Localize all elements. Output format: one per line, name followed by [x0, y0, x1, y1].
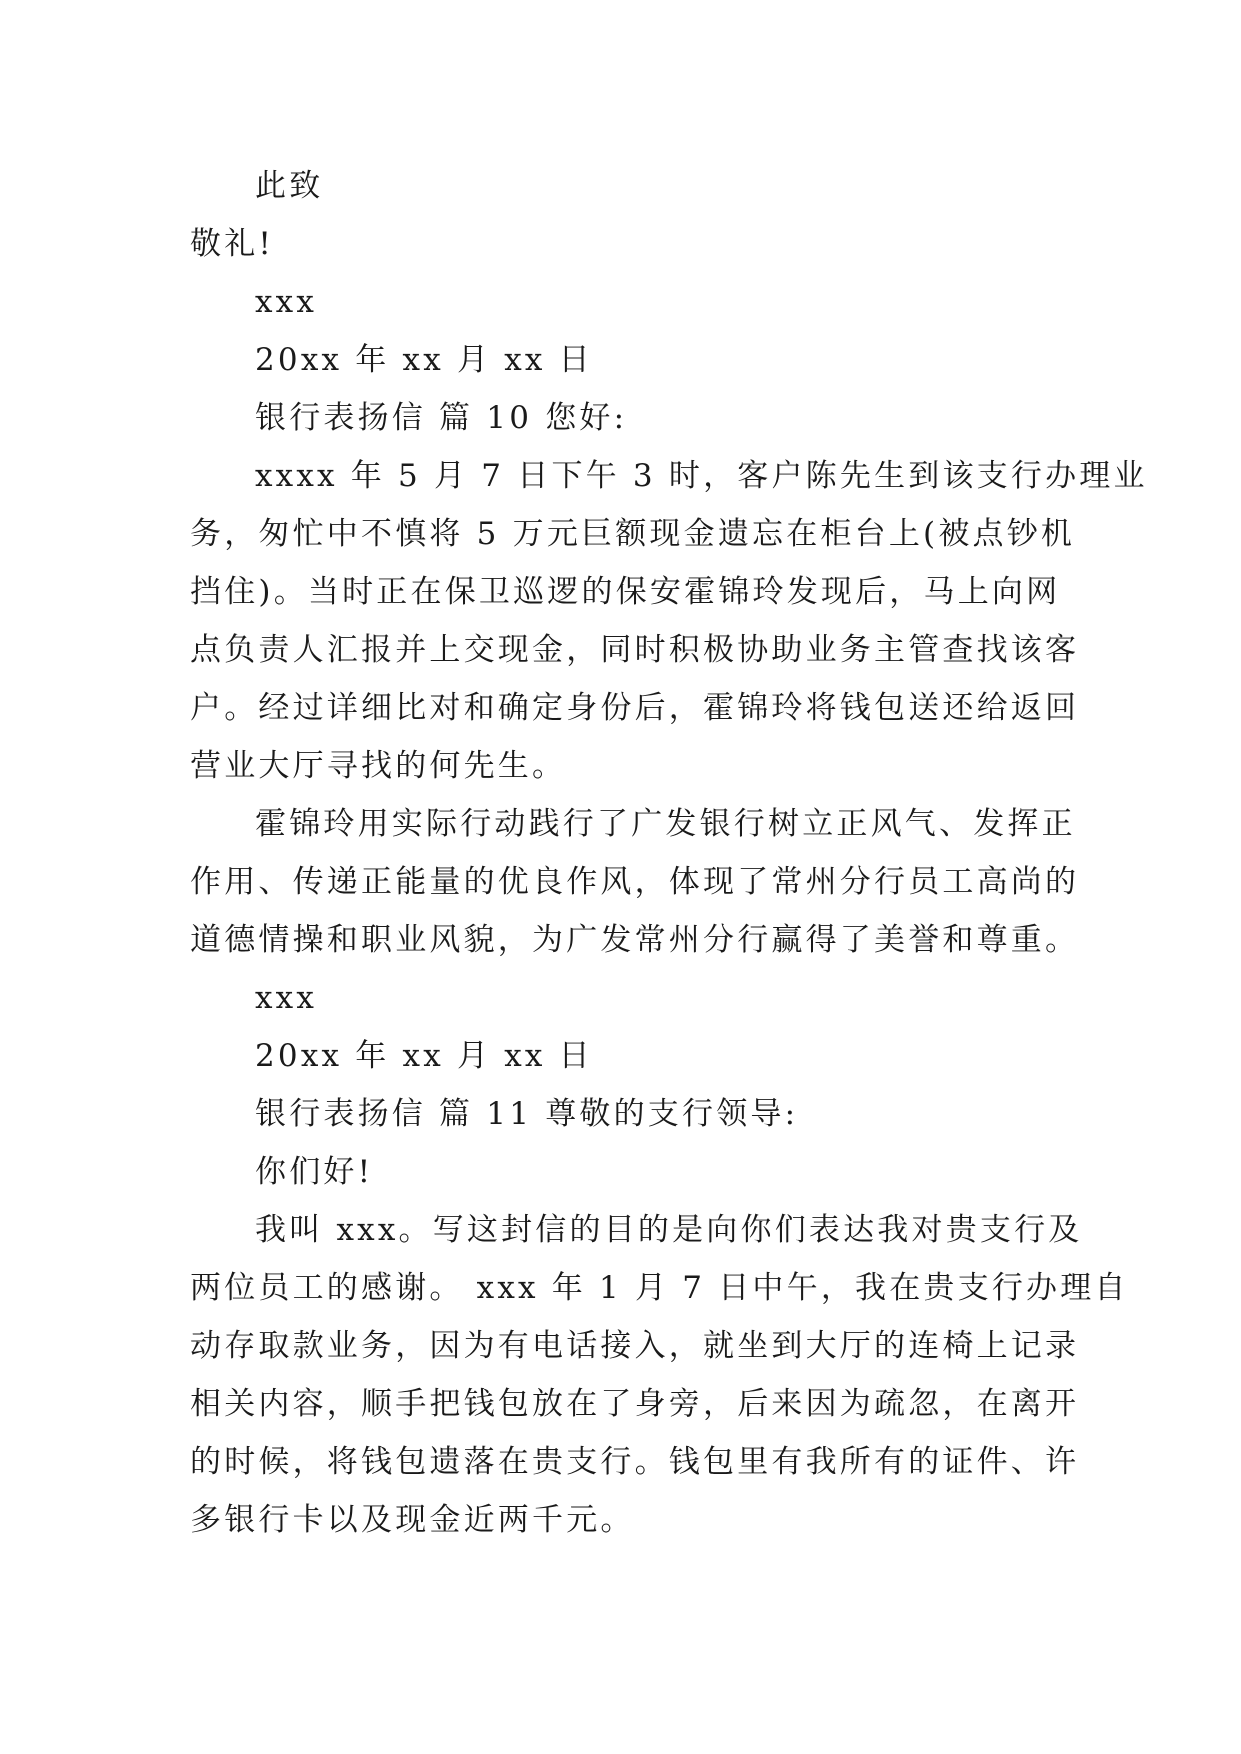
paragraph-line: 作用、传递正能量的优良作风，体现了常州分行员工高尚的: [190, 864, 1080, 900]
signature-name: xxx: [255, 284, 318, 320]
closing-salutation: 此致: [255, 168, 324, 204]
signature-date: 20xx 年 xx 月 xx 日: [255, 342, 593, 378]
paragraph-line: 务，匆忙中不慎将 5 万元巨额现金遗忘在柜台上(被点钞机: [190, 516, 1076, 552]
paragraph-line: 营业大厅寻找的何先生。: [190, 748, 567, 784]
signature-name: xxx: [255, 980, 318, 1016]
closing-respect: 敬礼!: [190, 226, 275, 262]
paragraph-line: 点负责人汇报并上交现金，同时积极协助业务主管查找该客: [190, 632, 1080, 668]
paragraph-line: 两位员工的感谢。 xxx 年 1 月 7 日中午，我在贵支行办理自: [190, 1270, 1129, 1306]
greeting: 你们好!: [255, 1154, 374, 1190]
paragraph-line: 动存取款业务，因为有电话接入，就坐到大厅的连椅上记录: [190, 1328, 1080, 1364]
paragraph-line: 户。经过详细比对和确定身份后，霍锦玲将钱包送还给返回: [190, 690, 1080, 726]
paragraph-line: 挡住)。当时正在保卫巡逻的保安霍锦玲发现后，马上向网: [190, 574, 1061, 610]
letter-heading-11: 银行表扬信 篇 11 尊敬的支行领导:: [255, 1096, 799, 1132]
paragraph-line: xxxx 年 5 月 7 日下午 3 时，客户陈先生到该支行办理业: [255, 458, 1148, 494]
paragraph-line: 的时候，将钱包遗落在贵支行。钱包里有我所有的证件、许: [190, 1444, 1080, 1480]
paragraph-line: 道德情操和职业风貌，为广发常州分行赢得了美誉和尊重。: [190, 922, 1080, 958]
paragraph-line: 我叫 xxx。写这封信的目的是向你们表达我对贵支行及: [255, 1212, 1083, 1248]
letter-heading-10: 银行表扬信 篇 10 您好:: [255, 400, 628, 436]
paragraph-line: 相关内容，顺手把钱包放在了身旁，后来因为疏忽，在离开: [190, 1386, 1080, 1422]
paragraph-line: 多银行卡以及现金近两千元。: [190, 1502, 635, 1538]
paragraph-line: 霍锦玲用实际行动践行了广发银行树立正风气、发挥正: [255, 806, 1076, 842]
signature-date: 20xx 年 xx 月 xx 日: [255, 1038, 593, 1074]
